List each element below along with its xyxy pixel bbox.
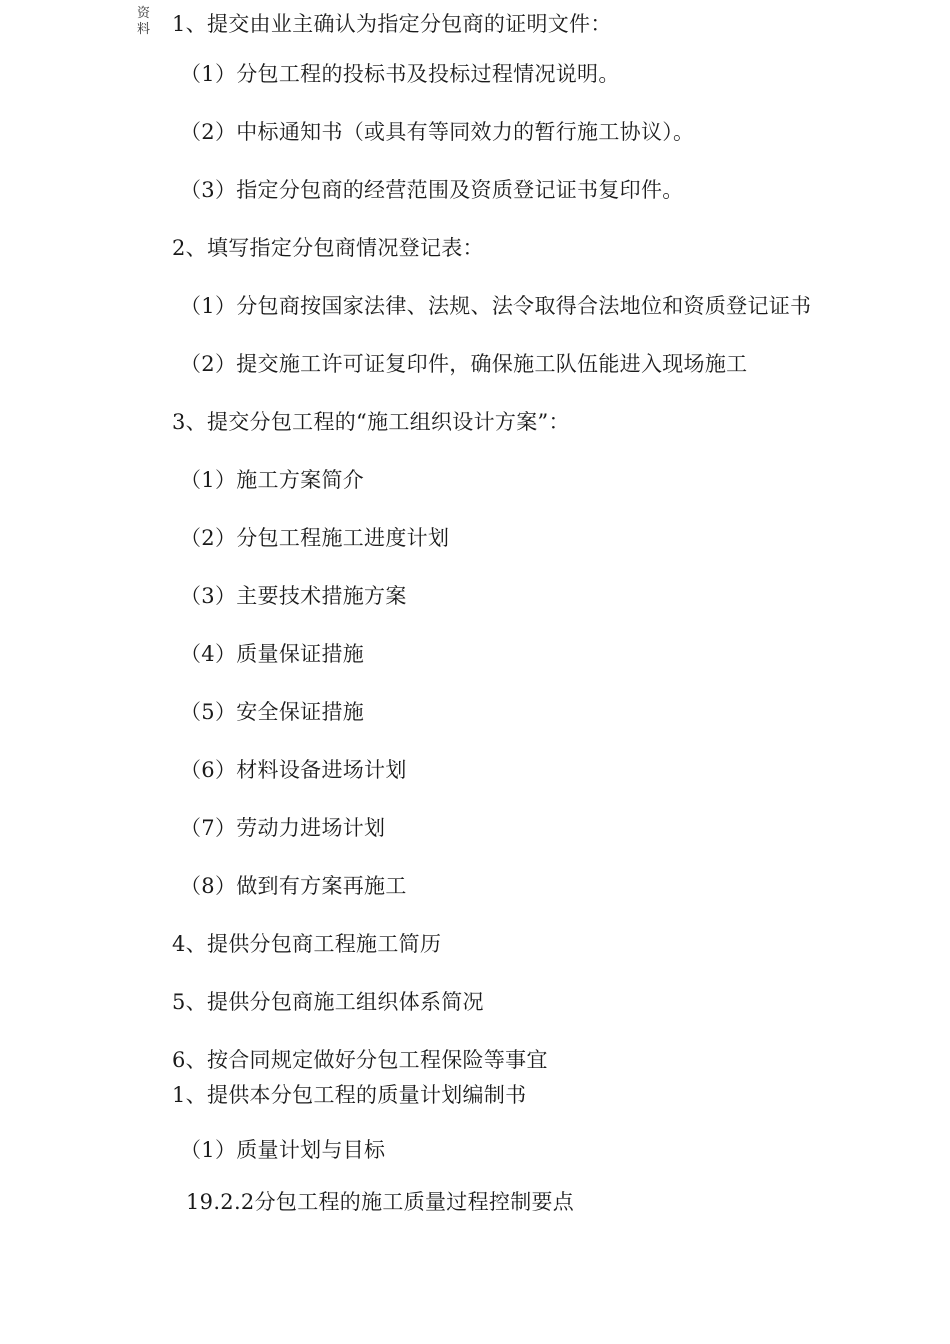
list-item: （1）质量计划与目标 — [180, 1138, 386, 1162]
list-item: （8）做到有方案再施工 — [180, 874, 407, 898]
list-item: （1）分包工程的投标书及投标过程情况说明。 — [180, 62, 620, 86]
list-item: （2）中标通知书（或具有等同效力的暂行施工协议）。 — [180, 120, 695, 144]
list-item: 2、填写指定分包商情况登记表： — [172, 236, 484, 260]
list-item: （1）分包商按国家法律、法规、法令取得合法地位和资质登记证书 — [180, 294, 812, 318]
list-item: （6）材料设备进场计划 — [180, 758, 407, 782]
section-heading: 19.2.2分包工程的施工质量过程控制要点 — [186, 1190, 575, 1214]
list-item: 1、提供本分包工程的质量计划编制书 — [172, 1083, 527, 1107]
list-item: （7）劳动力进场计划 — [180, 816, 386, 840]
list-item: （5）安全保证措施 — [180, 700, 365, 724]
list-item: 1、提交由业主确认为指定分包商的证明文件： — [172, 12, 612, 36]
list-item: （1）施工方案简介 — [180, 468, 365, 492]
list-item: 3、提交分包工程的“施工组织设计方案”： — [172, 410, 570, 434]
list-item: 6、按合同规定做好分包工程保险等事宜 — [172, 1048, 548, 1072]
list-item: （2）提交施工许可证复印件，确保施工队伍能进入现场施工 — [180, 352, 748, 376]
side-note: 资料 — [137, 6, 151, 37]
list-item: 4、提供分包商工程施工简历 — [172, 932, 442, 956]
list-item: （4）质量保证措施 — [180, 642, 365, 666]
list-item: 5、提供分包商施工组织体系简况 — [172, 990, 484, 1014]
list-item: （2）分包工程施工进度计划 — [180, 526, 450, 550]
list-item: （3）主要技术措施方案 — [180, 584, 407, 608]
list-item: （3）指定分包商的经营范围及资质登记证书复印件。 — [180, 178, 684, 202]
